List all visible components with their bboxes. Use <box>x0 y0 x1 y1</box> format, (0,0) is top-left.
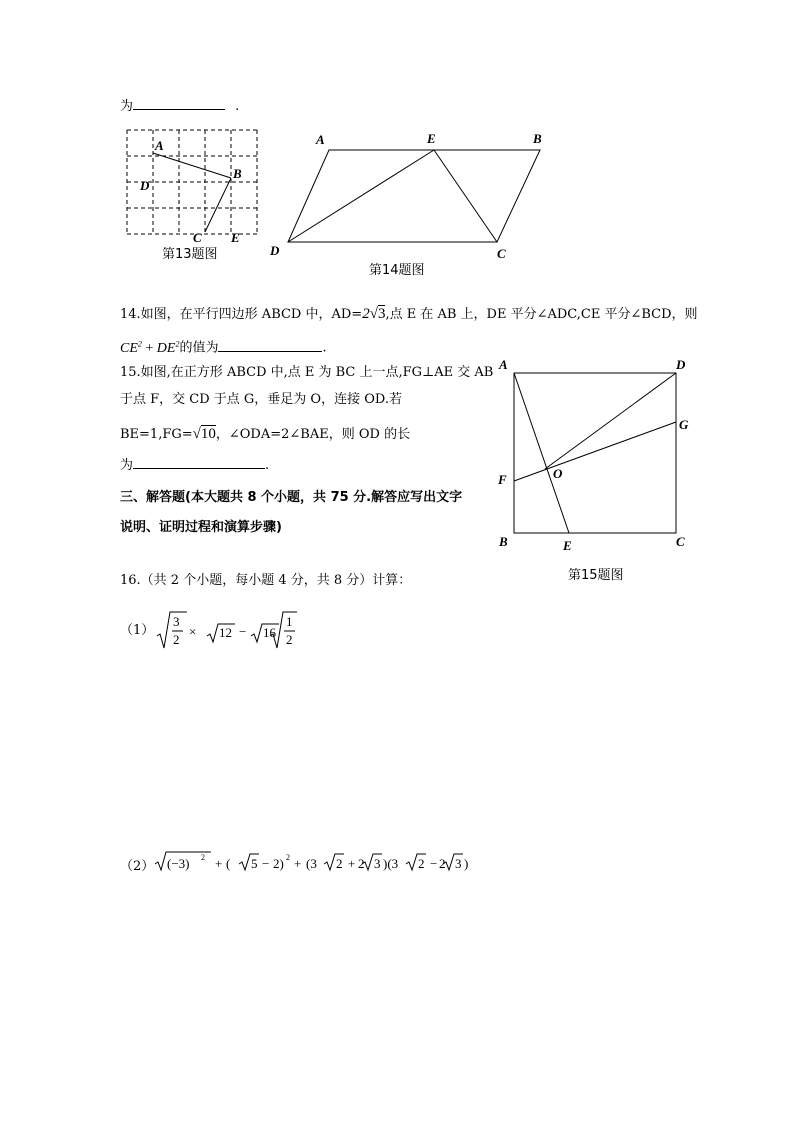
q14-coef: 2 <box>362 306 370 322</box>
fig15-segment-ae <box>514 373 569 533</box>
svg-text:2: 2 <box>286 632 293 647</box>
q15-text-a: BE=1,FG= <box>120 427 193 442</box>
q16-part2-formula <box>153 848 473 878</box>
q15-answer-blank[interactable] <box>133 456 265 469</box>
svg-text:×: × <box>189 624 197 639</box>
svg-text:3: 3 <box>173 614 180 629</box>
fig15-segment-od <box>545 373 676 469</box>
svg-text:+: + <box>215 856 223 871</box>
q14-expr-de: DE <box>156 340 176 356</box>
fig13-label-d: D <box>140 178 150 193</box>
fig15-label-d: D <box>676 357 686 372</box>
fig13-segment-bc <box>205 178 231 232</box>
svg-text:(3: (3 <box>306 856 317 871</box>
svg-text:2: 2 <box>286 853 290 862</box>
svg-text:(−3): (−3) <box>167 856 190 871</box>
q13-answer-line <box>120 97 239 115</box>
fig15-label-b: B <box>499 534 508 549</box>
q16-part1-label: （1） <box>120 623 155 638</box>
section-3-heading-line-1: 三、解答题(本大题共 8 个小题，共 75 分.解答应写出文字 <box>120 490 463 505</box>
svg-text:+: + <box>294 856 302 871</box>
fig15-caption: 第15题图 <box>568 568 624 583</box>
svg-text:3: 3 <box>455 856 462 871</box>
fig14-label-a: A <box>316 132 325 147</box>
svg-text:2: 2 <box>336 856 343 871</box>
q14-expr-ce: CE <box>120 340 138 356</box>
svg-text:−: − <box>262 856 270 871</box>
q13-period: . <box>235 99 240 114</box>
q13-prefix: 为 <box>120 99 134 114</box>
fig13-segments <box>153 153 231 232</box>
fig15-label-a: A <box>499 357 508 372</box>
q14-expr <box>120 341 179 356</box>
q16-intro: 16.（共 2 个小题，每小题 4 分，共 8 分）计算： <box>120 573 412 588</box>
q15-radicand: 10 <box>200 426 216 442</box>
svg-text:2): 2) <box>273 856 284 871</box>
section-3-heading-line-2: 说明、证明过程和演算步骤) <box>120 520 282 535</box>
q16-part2-label: （2） <box>120 859 155 874</box>
q15-period: . <box>265 458 270 473</box>
svg-text:5: 5 <box>251 856 258 871</box>
svg-text:16: 16 <box>263 625 276 640</box>
q15-line-2: 于点 F，交 CD 于点 G，垂足为 O，连接 OD.若 <box>120 392 402 407</box>
fig14-caption: 第14题图 <box>369 263 425 278</box>
q14-sup-1: 2 <box>137 339 142 348</box>
q13-answer-blank[interactable] <box>133 97 225 110</box>
fig15-label-g: G <box>679 417 689 432</box>
svg-text:): ) <box>464 856 469 871</box>
q14-text-a: 14.如图，在平行四边形 ABCD 中，AD= <box>120 307 363 322</box>
svg-text:−: − <box>239 624 247 639</box>
fig13-caption: 第13题图 <box>162 247 218 262</box>
q14-sup-2: 2 <box>175 339 180 348</box>
svg-text:)(3: )(3 <box>383 856 399 871</box>
figure-13 <box>120 122 265 262</box>
svg-text:2: 2 <box>358 856 365 871</box>
q14-line-1 <box>120 306 698 323</box>
fig15-segment-fg <box>514 422 676 481</box>
svg-text:+: + <box>348 856 356 871</box>
fig13-label-c: C <box>193 230 202 245</box>
fig14-parallelogram <box>288 150 540 242</box>
svg-text:2: 2 <box>439 856 446 871</box>
q16-part1-formula <box>155 606 305 654</box>
q15-text-b: ，∠ODA=2∠BAE，则 OD 的长 <box>215 427 411 442</box>
q14-radical: 2√3 <box>362 306 386 322</box>
q15-line-3 <box>120 426 410 443</box>
svg-text:2: 2 <box>201 853 205 862</box>
q14-suffix: 的值为 <box>179 340 219 356</box>
fig13-label-a: A <box>155 138 164 153</box>
svg-text:3: 3 <box>374 856 381 871</box>
svg-text:2: 2 <box>173 632 180 647</box>
svg-text:12: 12 <box>219 625 232 640</box>
fig13-segment-ab <box>153 153 231 178</box>
svg-text:−: − <box>430 856 438 871</box>
fig15-label-o: O <box>553 466 563 481</box>
fig15-label-c: C <box>676 534 685 549</box>
fig14-segment-ce <box>434 150 497 242</box>
fig14-segment-de <box>288 150 434 242</box>
svg-text:1: 1 <box>286 614 293 629</box>
fig15-square <box>514 373 676 533</box>
q15-radical: √10 <box>192 426 216 442</box>
fig14-label-d: D <box>270 243 280 258</box>
q14-line-2 <box>120 335 327 357</box>
fig13-label-b: B <box>233 166 242 181</box>
q14-answer-blank[interactable] <box>218 339 322 352</box>
svg-text:(: ( <box>226 856 231 871</box>
q14-text-b: ,点 E 在 AB 上，DE 平分∠ADC,CE 平分∠BCD，则 <box>385 307 698 322</box>
q14-period: . <box>322 340 327 356</box>
q15-prefix: 为 <box>120 458 134 473</box>
q15-line-1: 15.如图,在正方形 ABCD 中,点 E 为 BC 上一点,FG⊥AE 交 AB <box>120 365 494 380</box>
figure-15 <box>492 352 702 587</box>
q15-line-4 <box>120 456 269 474</box>
svg-text:2: 2 <box>418 856 425 871</box>
figure-14 <box>262 125 562 280</box>
fig14-label-e: E <box>427 131 436 146</box>
fig14-label-c: C <box>497 246 506 261</box>
fig13-label-e: E <box>231 230 240 245</box>
q14-radicand: 3 <box>377 306 386 322</box>
fig15-label-f: F <box>498 472 507 487</box>
fig14-label-b: B <box>533 131 542 146</box>
q14-plus: + <box>141 340 157 356</box>
fig15-label-e: E <box>563 538 572 553</box>
